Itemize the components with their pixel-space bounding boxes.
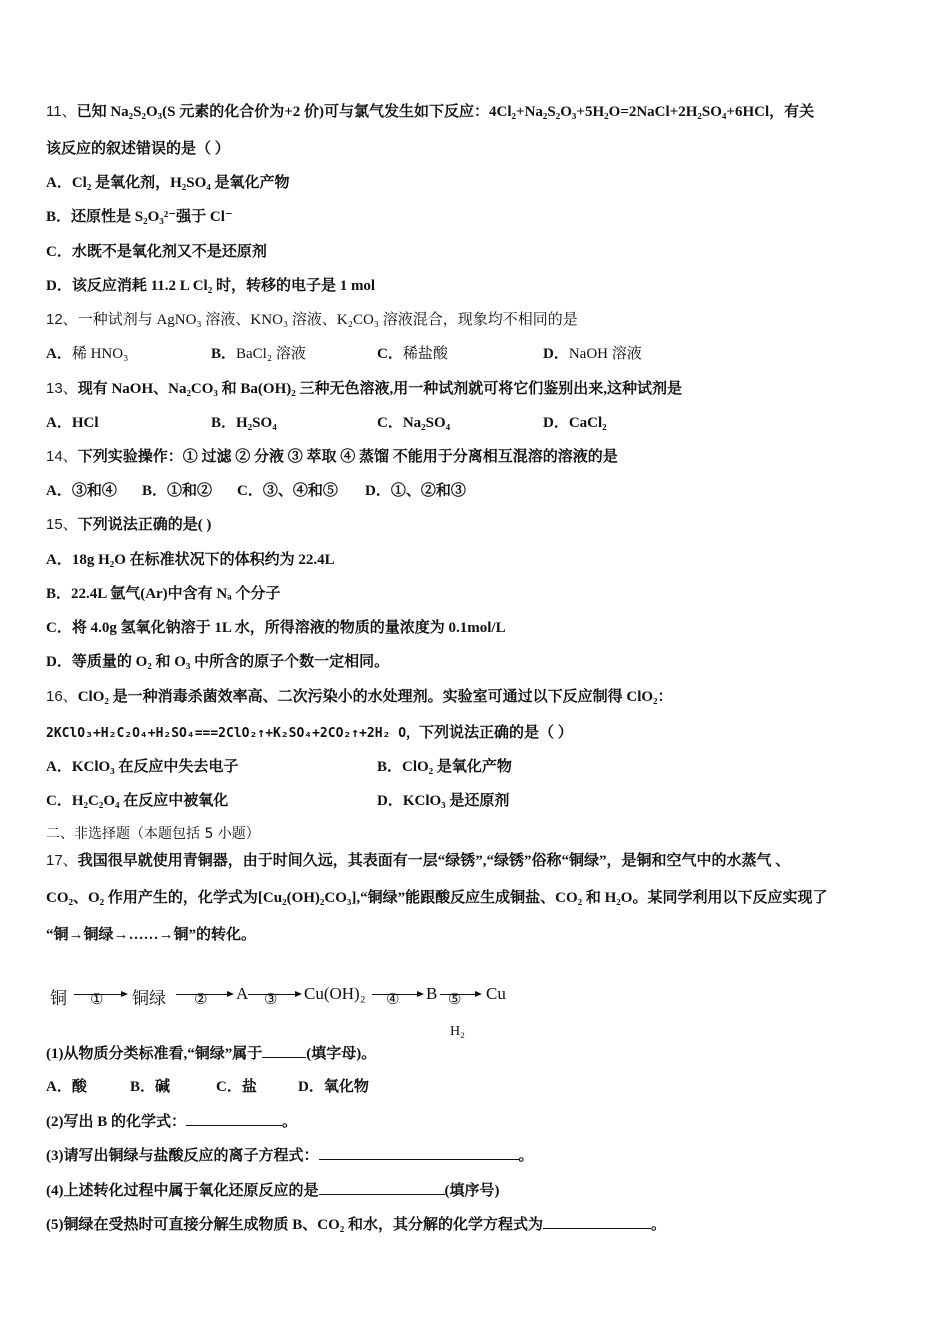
reaction-scheme-diagram [50,970,530,1039]
node-verdigris: 铜绿 [132,989,166,1008]
q16-option-b: B．ClO₂ 是氧化产物 [377,759,512,775]
q16-option-c: C．H₂C₂O₄ 在反应中被氧化 [46,793,229,809]
q14-option-c: C．③、④和⑤ [237,483,338,499]
q13-option-a: A．HCl [46,415,99,431]
q17-sub5: (5)铜绿在受热时可直接分解生成物质 B、CO₂ 和水，其分解的化学方程式为 。 [46,1214,666,1235]
arrow-step-3: ③ [248,994,300,995]
q17-sub1-option-c: C．盐 [216,1079,257,1095]
q11-option-b: B．还原性是 S₂O₃²⁻强于 Cl⁻ [46,209,233,225]
arrow-step-5: ⑤ H₂ [440,994,480,995]
q11-stem-line2: 该反应的叙述错误的是（ ） [46,141,230,157]
section-heading: 二、非选择题（本题包括 5 小题） [46,826,260,842]
q17-sub1-option-a: A．酸 [46,1079,87,1095]
question-number: 14、 [46,448,78,465]
q17-stem-line2: CO₂、O₂ 作用产生的，化学式为[Cu₂(OH)₂CO₃],“铜绿”能跟酸反应生成铜盐、CO₂ 和 H₂O。某同学利用以下反应实现了 [46,890,828,906]
node-cu: Cu [486,984,506,1003]
question-number: 17、 [46,852,78,869]
q13-option-b: B．H₂SO₄ [211,415,277,431]
q17-sub4: (4)上述转化过程中属于氧化还原反应的是 (填序号) [46,1180,500,1201]
q15-option-a: A．18g H₂O 在标准状况下的体积约为 22.4L [46,552,335,568]
q17-stem-line3: “铜→铜绿→……→铜”的转化。 [46,927,257,943]
q12-stem: 12、一种试剂与 AgNO₃ 溶液、KNO₃ 溶液、K₂CO₃ 溶液混合，现象均不相同的是 [46,311,578,328]
answer-blank-1[interactable] [262,1043,306,1058]
q16-equation: 2KClO₃+H₂C₂O₄+H₂SO₄===2ClO₂↑+K₂SO₄+2CO₂↑+2H₂ O， [46,726,420,741]
q17-sub1: (1)从物质分类标准看,“铜绿”属于 (填字母)。 [46,1043,376,1064]
answer-blank-3[interactable] [319,1145,519,1160]
q17-sub1-option-b: B．碱 [130,1079,171,1095]
q11-option-d: D．该反应消耗 11.2 L Cl₂ 时，转移的电子是 1 mol [46,278,376,294]
q12-option-a: A．稀 HNO₃ [46,346,129,362]
node-copper: 铜 [50,989,67,1008]
q16-option-a: A．KClO₃ 在反应中失去电子 [46,759,239,775]
q15-option-b: B．22.4L 氩气(Ar)中含有 Nₐ 个分子 [46,586,281,602]
q16-option-d: D．KClO₃ 是还原剂 [377,793,510,809]
arrow-step-1: ① [74,994,126,995]
node-cu-oh-2: Cu(OH)₂ [304,984,366,1003]
node-b: B [426,984,438,1003]
question-number: 15、 [46,516,78,533]
q17-stem-line1: 17、我国很早就使用青铜器，由于时间久远，其表面有一层“绿锈”,“绿锈”俗称“铜绿”，是铜和空气中的水蒸气 、 [46,852,791,869]
q17-sub2: (2)写出 B 的化学式： 。 [46,1111,297,1132]
question-number: 11、 [46,103,77,120]
q17-sub1-option-d: D．氧化物 [298,1079,369,1095]
q14-option-a: A．③和④ [46,483,117,499]
answer-blank-4[interactable] [319,1180,445,1195]
q14-stem: 14、下列实验操作：① 过滤 ② 分液 ③ 萃取 ④ 蒸馏 不能用于分离相互混溶的溶液的是 [46,448,618,465]
q15-option-d: D．等质量的 O₂ 和 O₃ 中所含的原子个数一定相同。 [46,654,390,670]
q12-option-b: B．BaCl₂ 溶液 [211,346,306,362]
question-number: 12、 [46,311,78,328]
answer-blank-2[interactable] [186,1111,282,1126]
node-a: A [236,984,249,1003]
q14-option-b: B．①和② [142,483,213,499]
q16-stem-line2: 2KClO₃+H₂C₂O₄+H₂SO₄===2ClO₂↑+K₂SO₄+2CO₂↑+2H₂ O，下列说法正确的是（ ） [46,725,573,741]
q11-option-a: A．Cl₂ 是氧化剂，H₂SO₄ 是氧化产物 [46,175,290,191]
q15-option-c: C．将 4.0g 氢氧化钠溶于 1L 水，所得溶液的物质的量浓度为 0.1mol/L [46,620,506,636]
q12-option-c: C．稀盐酸 [377,346,448,362]
q17-sub3: (3)请写出铜绿与盐酸反应的离子方程式： 。 [46,1145,534,1166]
q14-option-d: D．①、②和③ [365,483,466,499]
q13-stem: 13、现有 NaOH、Na₂CO₃ 和 Ba(OH)₂ 三种无色溶液,用一种试剂就可将它们鉴别出来,这种试剂是 [46,380,683,397]
q11-option-c: C．水既不是氧化剂又不是还原剂 [46,244,267,260]
question-number: 13、 [46,380,78,397]
question-number: 16、 [46,688,78,705]
q16-stem-line1: 16、ClO₂ 是一种消毒杀菌效率高、二次污染小的水处理剂。实验室可通过以下反应制得 ClO₂： [46,688,673,705]
q15-stem: 15、下列说法正确的是( ) [46,516,212,533]
answer-blank-5[interactable] [543,1214,651,1229]
q13-option-d: D．CaCl₂ [543,415,607,431]
arrow-step-4: ④ [372,994,422,995]
q13-option-c: C．Na₂SO₄ [377,415,451,431]
q11-stem-line1: 11、已知 Na₂S₂O₃(S 元素的化合价为+2 价)可与氯气发生如下反应：4Cl₂+Na₂S₂O₃+5H₂O=2NaCl+2H₂SO₄+6HCl，有关 [46,103,815,120]
arrow-step-2: ② [176,994,232,995]
q12-option-d: D．NaOH 溶液 [543,346,642,362]
reagent-h2: H₂ [450,1024,465,1039]
